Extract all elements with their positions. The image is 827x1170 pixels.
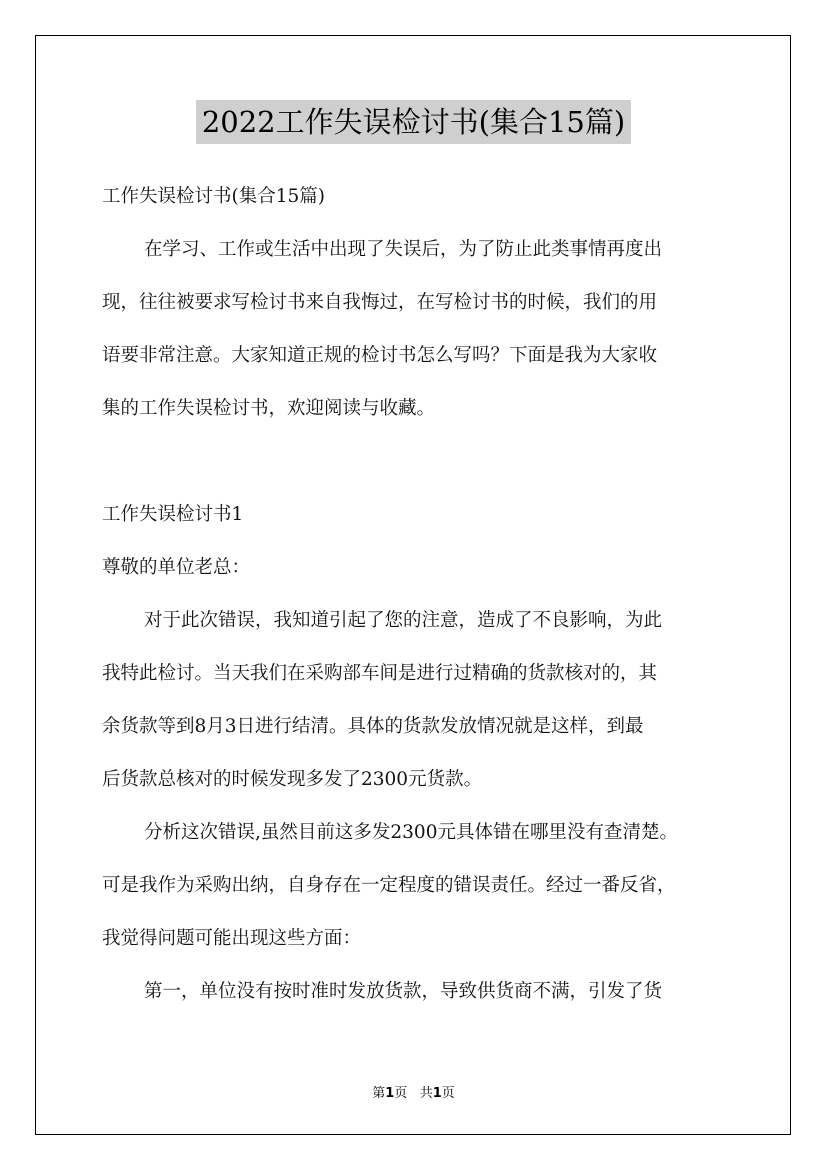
- paragraph-gap: [102, 435, 730, 488]
- salutation: 尊敬的单位老总：: [102, 557, 251, 578]
- page-number: 1: [385, 1086, 395, 1101]
- subtitle: 工作失误检讨书(集合15篇): [102, 186, 325, 207]
- paragraph-line: 我觉得问题可能出现这些方面：: [102, 928, 362, 949]
- intro-line: 现，往往被要求写检讨书来自我悔过，在写检讨书的时候，我们的用: [102, 292, 658, 313]
- page-footer: [0, 1082, 827, 1101]
- section-heading: 工作失误检讨书1: [102, 504, 244, 525]
- intro-line: 集的工作失误检讨书，欢迎阅读与收藏。: [102, 398, 436, 419]
- paragraph-line: 对于此次错误，我知道引起了您的注意，造成了不良影响，为此: [144, 610, 663, 631]
- document-title: 2022工作失误检讨书(集合15篇): [196, 100, 631, 144]
- intro-line: 语要非常注意。大家知道正规的检讨书怎么写吗？下面是我为大家收: [102, 345, 658, 366]
- total-label-suffix: 页: [441, 1086, 455, 1101]
- intro-line: 在学习、工作或生活中出现了失误后，为了防止此类事情再度出: [144, 239, 663, 260]
- paragraph-line: 余货款等到8月3日进行结清。具体的货款发放情况就是这样，到最: [102, 716, 644, 737]
- paragraph-line: 后货款总核对的时候发现多发了2300元货款。: [102, 769, 483, 790]
- total-label-prefix: 共: [419, 1086, 433, 1101]
- page-label-suffix: 页: [394, 1086, 408, 1101]
- paragraph-line: 第一，单位没有按时准时发放货款，导致供货商不满，引发了货: [144, 981, 663, 1002]
- page-label-prefix: 第: [372, 1086, 386, 1101]
- paragraph-line: 分析这次错误,虽然目前这多发2300元具体错在哪里没有查清楚。: [144, 822, 678, 843]
- title-wrap: [0, 100, 827, 144]
- paragraph-line: 可是我作为采购出纳，自身存在一定程度的错误责任。经过一番反省，: [102, 875, 676, 896]
- total-pages: 1: [432, 1086, 442, 1101]
- paragraph-line: 我特此检讨。当天我们在采购部车间是进行过精确的货款核对的，其: [102, 663, 658, 684]
- document-body: [102, 170, 730, 1018]
